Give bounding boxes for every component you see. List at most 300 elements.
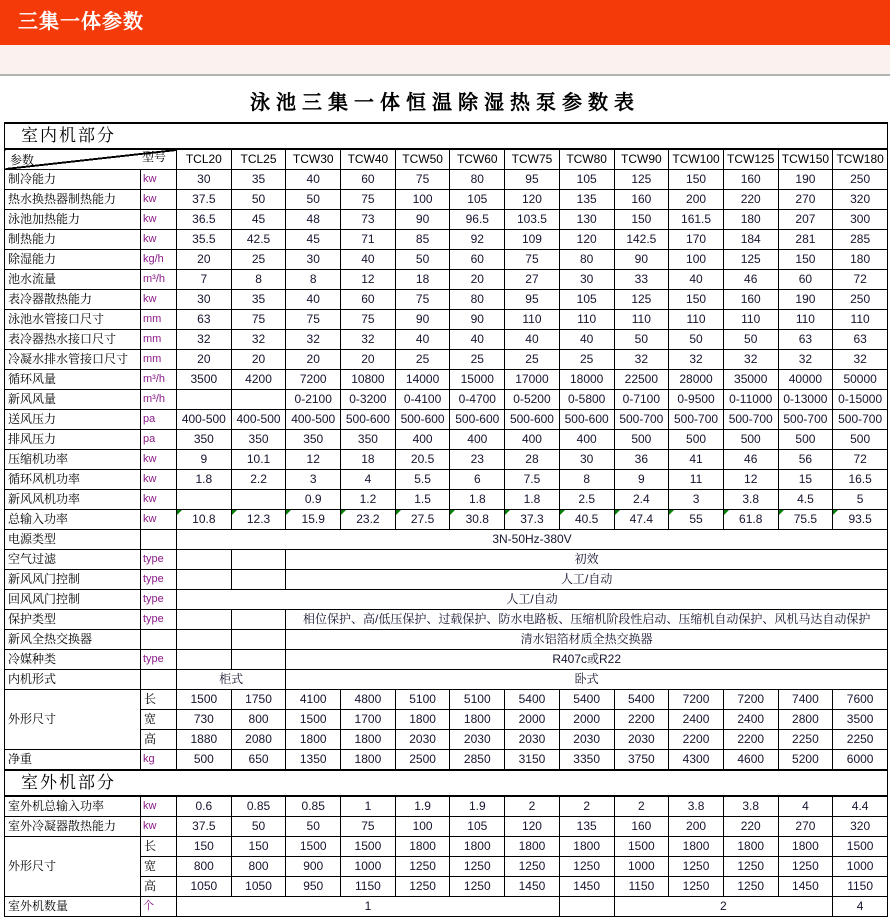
value-cell [231, 490, 286, 510]
value-cell: 46 [723, 450, 778, 470]
param-label: 制热能力 [5, 230, 141, 250]
value-cell: 50000 [833, 370, 888, 390]
value-cell: 160 [723, 170, 778, 190]
value-cell: 12 [341, 270, 396, 290]
value-cell: 100 [669, 250, 724, 270]
dim-unit-cell: 长 [141, 690, 177, 710]
value-cell: 41 [669, 450, 724, 470]
value-cell: 0.6 [177, 796, 232, 817]
merged-value-cell: 初效 [286, 550, 888, 570]
unit-cell: m³/h [141, 390, 177, 410]
value-cell: 105 [450, 817, 505, 837]
value-cell: 1150 [614, 877, 669, 897]
value-cell: 1500 [177, 690, 232, 710]
value-cell: 1150 [341, 877, 396, 897]
value-cell: 1250 [723, 857, 778, 877]
merged-value-cell: 相位保护、高/低压保护、过载保护、防水电路板、压缩机阶段性启动、压缩机自动保护、风机马达自动保护 [286, 610, 888, 630]
value-cell: 56 [778, 450, 833, 470]
value-cell: 2030 [395, 730, 450, 750]
value-cell [177, 390, 232, 410]
value-cell: 80 [559, 250, 614, 270]
value-cell: 25 [450, 350, 505, 370]
section-title: 室外机部分 [5, 770, 888, 796]
value-cell: 160 [614, 190, 669, 210]
value-cell: 0.85 [231, 796, 286, 817]
spec-table [4, 122, 888, 917]
value-cell: 1.2 [341, 490, 396, 510]
value-cell: 32 [231, 330, 286, 350]
value-cell: 5400 [505, 690, 560, 710]
param-label: 泳池加热能力 [5, 210, 141, 230]
value-cell: 1800 [341, 750, 396, 771]
value-cell: 300 [833, 210, 888, 230]
param-label: 送风压力 [5, 410, 141, 430]
value-cell: 1250 [559, 857, 614, 877]
value-cell: 20 [177, 350, 232, 370]
value-cell: 800 [231, 710, 286, 730]
value-cell: 184 [723, 230, 778, 250]
value-cell: 120 [505, 817, 560, 837]
value-cell: 25 [505, 350, 560, 370]
value-cell: 12.3 [231, 510, 286, 530]
value-cell: 5400 [559, 690, 614, 710]
value-cell: 32 [341, 330, 396, 350]
value-cell: 2400 [669, 710, 724, 730]
param-label: 保护类型 [5, 610, 141, 630]
value-cell: 0-7100 [614, 390, 669, 410]
param-label: 制冷能力 [5, 170, 141, 190]
value-cell: 40000 [778, 370, 833, 390]
value-cell: 500-600 [395, 410, 450, 430]
value-cell: 20 [231, 350, 286, 370]
value-cell: 150 [778, 250, 833, 270]
value-cell: 20.5 [395, 450, 450, 470]
value-cell: 142.5 [614, 230, 669, 250]
value-cell: 32 [286, 330, 341, 350]
value-cell: 2850 [450, 750, 505, 771]
value-cell: 400-500 [177, 410, 232, 430]
unit-cell: type [141, 610, 177, 630]
value-cell: 32 [614, 350, 669, 370]
value-cell: 190 [778, 290, 833, 310]
value-cell: 150 [669, 290, 724, 310]
value-cell: 75 [231, 310, 286, 330]
value-cell: 350 [286, 430, 341, 450]
param-label: 内机形式 [5, 670, 141, 690]
value-cell: 500-700 [778, 410, 833, 430]
unit-cell: mm [141, 350, 177, 370]
value-cell: 35000 [723, 370, 778, 390]
value-cell: 75 [395, 290, 450, 310]
value-cell: 3350 [559, 750, 614, 771]
value-cell: 20 [341, 350, 396, 370]
unit-cell: kw [141, 817, 177, 837]
merged-value-cell: R407c或R22 [286, 650, 888, 670]
unit-cell: mm [141, 330, 177, 350]
value-cell: 2030 [614, 730, 669, 750]
param-label: 循环风机功率 [5, 470, 141, 490]
value-cell: 18 [341, 450, 396, 470]
param-label: 热水换热器制热能力 [5, 190, 141, 210]
value-cell: 105 [559, 170, 614, 190]
value-cell: 93.5 [833, 510, 888, 530]
value-cell: 35 [231, 170, 286, 190]
spec-table-body [5, 123, 888, 917]
value-cell: 190 [778, 170, 833, 190]
value-cell: 12 [723, 470, 778, 490]
value-cell: 35 [231, 290, 286, 310]
value-cell: 50 [231, 190, 286, 210]
value-cell: 8 [231, 270, 286, 290]
value-cell: 4 [778, 796, 833, 817]
value-cell: 1800 [505, 837, 560, 857]
value-cell: 50 [669, 330, 724, 350]
unit-cell: pa [141, 430, 177, 450]
value-cell: 2800 [778, 710, 833, 730]
value-cell: 350 [231, 430, 286, 450]
param-label: 电源类型 [5, 530, 141, 550]
value-cell: 103.5 [505, 210, 560, 230]
value-cell: 37.3 [505, 510, 560, 530]
value-cell: 1.5 [395, 490, 450, 510]
value-cell: 500-700 [723, 410, 778, 430]
value-cell: 170 [669, 230, 724, 250]
merged-value-cell: 人工/自动 [286, 570, 888, 590]
unit-cell: mm [141, 310, 177, 330]
value-cell: 1000 [614, 857, 669, 877]
value-cell: 0.85 [286, 796, 341, 817]
value-cell: 63 [177, 310, 232, 330]
value-cell: 30 [286, 250, 341, 270]
value-cell: 161.5 [669, 210, 724, 230]
unit-cell [141, 530, 177, 550]
param-label: 外形尺寸 [5, 837, 141, 897]
value-cell: 11 [669, 470, 724, 490]
value-cell: 3750 [614, 750, 669, 771]
value-cell: 110 [505, 310, 560, 330]
value-cell: 25 [231, 250, 286, 270]
value-cell: 14000 [395, 370, 450, 390]
value-cell: 85 [395, 230, 450, 250]
value-cell: 3500 [833, 710, 888, 730]
value-cell: 37.5 [177, 817, 232, 837]
value-cell: 2030 [450, 730, 505, 750]
value-cell: 50 [395, 250, 450, 270]
value-cell: 16.5 [833, 470, 888, 490]
merged-value-cell [177, 630, 232, 650]
merged-value-cell: 人工/自动 [177, 590, 888, 610]
param-label: 室外冷凝器散热能力 [5, 817, 141, 837]
dim-unit-cell: 高 [141, 730, 177, 750]
value-cell: 1.9 [395, 796, 450, 817]
value-cell: 1800 [341, 730, 396, 750]
value-cell: 95 [505, 170, 560, 190]
value-cell: 40 [559, 330, 614, 350]
value-cell: 15.9 [286, 510, 341, 530]
value-cell: 1250 [450, 877, 505, 897]
dim-unit-cell: 宽 [141, 710, 177, 730]
value-cell: 7.5 [505, 470, 560, 490]
value-cell: 18 [395, 270, 450, 290]
merged-value-cell [559, 897, 614, 917]
value-cell: 35.5 [177, 230, 232, 250]
value-cell: 105 [450, 190, 505, 210]
value-cell: 75 [505, 250, 560, 270]
value-cell: 40.5 [559, 510, 614, 530]
value-cell: 0.9 [286, 490, 341, 510]
model-header-cell: TCW125 [723, 149, 778, 170]
value-cell: 730 [177, 710, 232, 730]
value-cell: 200 [669, 817, 724, 837]
value-cell: 75 [341, 817, 396, 837]
unit-cell [141, 630, 177, 650]
value-cell: 200 [669, 190, 724, 210]
value-cell: 110 [723, 310, 778, 330]
value-cell: 110 [778, 310, 833, 330]
value-cell: 8 [286, 270, 341, 290]
param-label: 表冷器热水接口尺寸 [5, 330, 141, 350]
value-cell: 2200 [669, 730, 724, 750]
value-cell: 150 [614, 210, 669, 230]
value-cell: 1500 [341, 837, 396, 857]
value-cell: 500-700 [614, 410, 669, 430]
value-cell: 2000 [559, 710, 614, 730]
value-cell: 105 [559, 290, 614, 310]
value-cell: 160 [723, 290, 778, 310]
value-cell: 400 [450, 430, 505, 450]
value-cell: 110 [669, 310, 724, 330]
model-header-cell: TCW30 [286, 149, 341, 170]
value-cell: 1800 [450, 710, 505, 730]
value-cell: 50 [286, 817, 341, 837]
value-cell: 7600 [833, 690, 888, 710]
value-cell: 1350 [286, 750, 341, 771]
value-cell: 0-2100 [286, 390, 341, 410]
value-cell: 36.5 [177, 210, 232, 230]
value-cell: 9 [177, 450, 232, 470]
value-cell: 500 [778, 430, 833, 450]
value-cell: 0-9500 [669, 390, 724, 410]
value-cell [231, 390, 286, 410]
param-label: 循环风量 [5, 370, 141, 390]
param-label: 新风风量 [5, 390, 141, 410]
value-cell: 2030 [505, 730, 560, 750]
value-cell: 32 [669, 350, 724, 370]
value-cell: 73 [341, 210, 396, 230]
model-header-cell: TCW90 [614, 149, 669, 170]
value-cell: 1500 [286, 837, 341, 857]
unit-cell: kw [141, 170, 177, 190]
merged-value-cell [231, 570, 286, 590]
page-content [0, 74, 890, 920]
value-cell: 900 [286, 857, 341, 877]
value-cell: 0-4700 [450, 390, 505, 410]
value-cell: 125 [614, 290, 669, 310]
value-cell: 1.8 [450, 490, 505, 510]
value-cell: 40 [286, 290, 341, 310]
value-cell: 1800 [395, 837, 450, 857]
value-cell: 5100 [395, 690, 450, 710]
value-cell: 90 [450, 310, 505, 330]
unit-cell: m³/h [141, 270, 177, 290]
value-cell: 2250 [778, 730, 833, 750]
model-header-cell: TCW60 [450, 149, 505, 170]
value-cell: 180 [723, 210, 778, 230]
unit-cell: m³/h [141, 370, 177, 390]
value-cell: 6000 [833, 750, 888, 771]
value-cell: 72 [833, 270, 888, 290]
value-cell: 2 [614, 796, 669, 817]
value-cell: 3.8 [669, 796, 724, 817]
value-cell: 5400 [614, 690, 669, 710]
value-cell: 1800 [778, 837, 833, 857]
param-label: 新风全热交换器 [5, 630, 141, 650]
value-cell: 95 [505, 290, 560, 310]
unit-cell: kw [141, 450, 177, 470]
merged-value-cell [231, 630, 286, 650]
value-cell: 270 [778, 190, 833, 210]
merged-value-cell [177, 570, 232, 590]
value-cell: 1050 [231, 877, 286, 897]
value-cell: 45 [286, 230, 341, 250]
model-header-cell: TCL20 [177, 149, 232, 170]
value-cell: 1450 [505, 877, 560, 897]
value-cell: 500 [833, 430, 888, 450]
value-cell: 3 [669, 490, 724, 510]
value-cell: 0-11000 [723, 390, 778, 410]
unit-cell: 个 [141, 897, 177, 917]
value-cell: 10800 [341, 370, 396, 390]
value-cell: 2.2 [231, 470, 286, 490]
value-cell: 27 [505, 270, 560, 290]
value-cell: 37.5 [177, 190, 232, 210]
corner-param-label: 参数 [10, 152, 35, 167]
value-cell: 32 [778, 350, 833, 370]
value-cell: 2.5 [559, 490, 614, 510]
unit-cell [141, 670, 177, 690]
param-label: 室外机数量 [5, 897, 141, 917]
value-cell: 500-600 [559, 410, 614, 430]
unit-cell: kw [141, 470, 177, 490]
value-cell: 0-3200 [341, 390, 396, 410]
unit-cell: kw [141, 190, 177, 210]
value-cell: 0-5800 [559, 390, 614, 410]
param-label: 总输入功率 [5, 510, 141, 530]
param-label: 室外机总输入功率 [5, 796, 141, 817]
unit-cell: kw [141, 510, 177, 530]
value-cell: 100 [395, 817, 450, 837]
value-cell: 1250 [669, 877, 724, 897]
value-cell: 2400 [723, 710, 778, 730]
value-cell: 0-5200 [505, 390, 560, 410]
value-cell: 1250 [505, 857, 560, 877]
unit-cell: kw [141, 796, 177, 817]
value-cell: 5 [833, 490, 888, 510]
value-cell: 500 [723, 430, 778, 450]
page-title: 泳池三集一体恒温除湿热泵参数表 [250, 92, 640, 114]
value-cell: 2 [559, 796, 614, 817]
value-cell: 1800 [669, 837, 724, 857]
value-cell: 3500 [177, 370, 232, 390]
value-cell: 2500 [395, 750, 450, 771]
value-cell: 1000 [833, 857, 888, 877]
value-cell: 150 [231, 837, 286, 857]
value-cell: 135 [559, 817, 614, 837]
value-cell: 4 [341, 470, 396, 490]
value-cell: 285 [833, 230, 888, 250]
value-cell: 3.8 [723, 796, 778, 817]
value-cell: 32 [177, 330, 232, 350]
value-cell: 60 [778, 270, 833, 290]
value-cell: 50 [723, 330, 778, 350]
param-label: 冷媒种类 [5, 650, 141, 670]
dim-unit-cell: 宽 [141, 857, 177, 877]
value-cell: 40 [341, 250, 396, 270]
value-cell: 23.2 [341, 510, 396, 530]
unit-cell: type [141, 570, 177, 590]
param-label: 回风风门控制 [5, 590, 141, 610]
value-cell: 800 [177, 857, 232, 877]
value-cell: 63 [778, 330, 833, 350]
banner-title: 三集一体参数 [18, 11, 144, 33]
param-label: 空气过滤 [5, 550, 141, 570]
value-cell: 2200 [614, 710, 669, 730]
unit-cell: type [141, 550, 177, 570]
value-cell: 350 [177, 430, 232, 450]
value-cell: 36 [614, 450, 669, 470]
value-cell: 60 [450, 250, 505, 270]
value-cell: 1800 [286, 730, 341, 750]
value-cell: 135 [559, 190, 614, 210]
value-cell: 3150 [505, 750, 560, 771]
value-cell: 800 [231, 857, 286, 877]
value-cell: 22500 [614, 370, 669, 390]
value-cell: 18000 [559, 370, 614, 390]
value-cell: 4200 [231, 370, 286, 390]
value-cell: 30 [177, 290, 232, 310]
value-cell: 400 [559, 430, 614, 450]
value-cell: 3.8 [723, 490, 778, 510]
value-cell: 12 [286, 450, 341, 470]
value-cell: 160 [614, 817, 669, 837]
value-cell: 50 [614, 330, 669, 350]
dim-unit-cell: 长 [141, 837, 177, 857]
merged-value-cell: 柜式 [177, 670, 286, 690]
value-cell: 100 [395, 190, 450, 210]
value-cell: 32 [723, 350, 778, 370]
value-cell: 500-700 [833, 410, 888, 430]
value-cell: 1450 [559, 877, 614, 897]
unit-cell: kw [141, 490, 177, 510]
value-cell: 63 [833, 330, 888, 350]
model-header-cell: TCW75 [505, 149, 560, 170]
value-cell: 90 [395, 310, 450, 330]
model-header-cell: TCW40 [341, 149, 396, 170]
unit-cell: kw [141, 290, 177, 310]
value-cell: 1000 [341, 857, 396, 877]
value-cell: 320 [833, 190, 888, 210]
value-cell: 71 [341, 230, 396, 250]
value-cell: 7200 [669, 690, 724, 710]
value-cell: 4600 [723, 750, 778, 771]
value-cell: 50 [231, 817, 286, 837]
value-cell: 500-600 [341, 410, 396, 430]
dim-unit-cell: 高 [141, 877, 177, 897]
value-cell: 220 [723, 190, 778, 210]
value-cell: 2200 [723, 730, 778, 750]
value-cell: 75.5 [778, 510, 833, 530]
value-cell: 110 [833, 310, 888, 330]
